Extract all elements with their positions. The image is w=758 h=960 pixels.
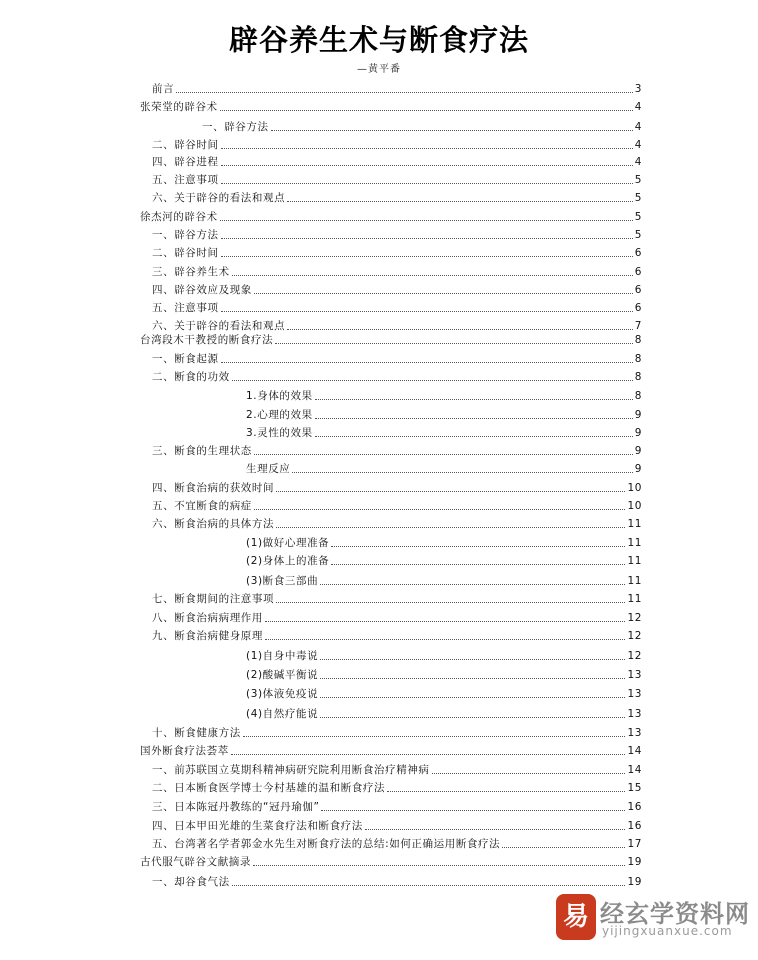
toc-entry-label: 一、断食起源 xyxy=(152,353,219,365)
toc-leader-dots xyxy=(320,677,625,679)
toc-entry[interactable] xyxy=(0,187,758,205)
toc-leader-dots xyxy=(253,864,625,866)
toc-leader-dots xyxy=(502,846,625,848)
toc-entry-page: 13 xyxy=(627,688,642,700)
toc-entry[interactable] xyxy=(0,440,758,458)
toc-leader-dots xyxy=(276,601,625,603)
toc-entry-page: 12 xyxy=(627,630,642,642)
toc-leader-dots xyxy=(315,417,633,419)
toc-entry-label: 十、断食健康方法 xyxy=(152,727,241,739)
toc-entry-label: 国外断食疗法荟萃 xyxy=(140,745,229,757)
toc-entry-page: 9 xyxy=(634,445,642,457)
toc-entry[interactable] xyxy=(0,134,758,152)
toc-entry-label: 三、断食的生理状态 xyxy=(152,445,252,457)
toc-entry-page: 16 xyxy=(627,801,642,813)
toc-entry-page: 13 xyxy=(627,708,642,720)
toc-leader-dots xyxy=(320,583,625,585)
toc-entry[interactable] xyxy=(0,96,758,114)
toc-entry-label: 一、辟谷方法 xyxy=(202,121,269,133)
toc-entry-page: 11 xyxy=(627,555,642,567)
toc-entry[interactable] xyxy=(0,366,758,384)
toc-entry-page: 10 xyxy=(627,482,642,494)
toc-leader-dots xyxy=(265,620,625,622)
toc-leader-dots xyxy=(321,809,625,811)
toc-entry-page: 13 xyxy=(627,727,642,739)
toc-entry-label: 六、断食治病的具体方法 xyxy=(152,518,275,530)
toc-entry[interactable] xyxy=(0,550,758,568)
toc-entry-label: 四、断食治病的获效时间 xyxy=(152,482,275,494)
toc-entry-label: 生理反应 xyxy=(246,463,291,475)
toc-entry[interactable] xyxy=(0,703,758,721)
toc-entry-label: 二、辟谷时间 xyxy=(152,139,219,151)
toc-entry-page: 5 xyxy=(634,192,642,204)
toc-entry[interactable] xyxy=(0,297,758,315)
toc-entry-label: 古代服气辟谷文献摘录 xyxy=(140,856,251,868)
toc-entry-page: 16 xyxy=(627,820,642,832)
toc-entry[interactable] xyxy=(0,625,758,643)
toc-leader-dots xyxy=(387,790,625,792)
toc-entry[interactable] xyxy=(0,348,758,366)
toc-entry-page: 3 xyxy=(634,83,642,95)
toc-leader-dots xyxy=(221,147,633,149)
toc-entry[interactable] xyxy=(0,495,758,513)
toc-entry-page: 6 xyxy=(634,266,642,278)
toc-entry[interactable] xyxy=(0,664,758,682)
toc-leader-dots xyxy=(271,129,633,131)
toc-entry-label: 一、却谷食气法 xyxy=(152,876,230,888)
toc-entry-page: 8 xyxy=(634,390,642,402)
toc-entry-page: 8 xyxy=(634,334,642,346)
toc-leader-dots xyxy=(243,735,626,737)
toc-entry[interactable] xyxy=(0,116,758,134)
toc-entry[interactable] xyxy=(0,261,758,279)
toc-leader-dots xyxy=(331,563,625,565)
toc-entry[interactable] xyxy=(0,607,758,625)
toc-leader-dots xyxy=(221,255,633,257)
toc-entry[interactable] xyxy=(0,169,758,187)
toc-leader-dots xyxy=(232,379,633,381)
toc-entry-page: 10 xyxy=(627,500,642,512)
toc-entry-page: 8 xyxy=(634,353,642,365)
toc-leader-dots xyxy=(220,109,633,111)
toc-entry[interactable] xyxy=(0,206,758,224)
toc-entry-label: 张荣堂的辟谷术 xyxy=(140,101,218,113)
toc-entry[interactable] xyxy=(0,513,758,531)
toc-entry-page: 4 xyxy=(634,101,642,113)
toc-entry-page: 12 xyxy=(627,612,642,624)
toc-entry-page: 9 xyxy=(634,427,642,439)
toc-entry-label: (3)体液免疫说 xyxy=(246,688,319,700)
toc-entry-label: 五、台湾著名学者郭金水先生对断食疗法的总结:如何正确运用断食疗法 xyxy=(152,838,501,850)
toc-entry-page: 19 xyxy=(627,856,642,868)
toc-entry-label: 一、辟谷方法 xyxy=(152,229,219,241)
toc-leader-dots xyxy=(265,638,625,640)
watermark-name: 经玄学资料网 xyxy=(600,900,750,928)
toc-entry-page: 11 xyxy=(627,575,642,587)
toc-leader-dots xyxy=(220,219,633,221)
toc-leader-dots xyxy=(221,182,633,184)
toc-entry[interactable] xyxy=(0,224,758,242)
toc-entry-label: (1)自身中毒说 xyxy=(246,650,319,662)
toc-entry[interactable] xyxy=(0,777,758,795)
toc-entry[interactable] xyxy=(0,570,758,588)
toc-entry-label: 徐杰河的辟谷术 xyxy=(140,211,218,223)
toc-entry-label: 五、不宜断食的病症 xyxy=(152,500,252,512)
toc-leader-dots xyxy=(232,274,633,276)
toc-entry-page: 4 xyxy=(634,139,642,151)
toc-entry[interactable] xyxy=(0,683,758,701)
toc-entry-label: 四、日本甲田光雄的生菜食疗法和断食疗法 xyxy=(152,820,363,832)
document-author: —黄平番 xyxy=(357,64,401,75)
toc-entry[interactable] xyxy=(0,404,758,422)
toc-entry-label: 八、断食治病病理作用 xyxy=(152,612,263,624)
toc-leader-dots xyxy=(254,292,633,294)
toc-entry[interactable] xyxy=(0,740,758,758)
toc-entry[interactable] xyxy=(0,833,758,851)
toc-entry[interactable] xyxy=(0,242,758,260)
toc-leader-dots xyxy=(254,453,633,455)
toc-leader-dots xyxy=(315,398,633,400)
toc-entry-label: 九、断食治病健身原理 xyxy=(152,630,263,642)
toc-entry-label: 五、注意事项 xyxy=(152,302,219,314)
toc-entry[interactable] xyxy=(0,871,758,889)
toc-leader-dots xyxy=(276,526,625,528)
document-title: 辟谷养生术与断食疗法 xyxy=(228,23,529,57)
toc-entry[interactable] xyxy=(0,796,758,814)
toc-leader-dots xyxy=(432,772,626,774)
toc-entry-page: 4 xyxy=(634,156,642,168)
toc-leader-dots xyxy=(320,696,625,698)
toc-entry-page: 5 xyxy=(634,211,642,223)
toc-entry[interactable] xyxy=(0,532,758,550)
toc-entry[interactable] xyxy=(0,279,758,297)
toc-entry-page: 8 xyxy=(634,371,642,383)
toc-entry-page: 11 xyxy=(627,537,642,549)
toc-leader-dots xyxy=(221,310,633,312)
toc-entry-label: 一、前苏联国立莫期科精神病研究院利用断食治疗精神病 xyxy=(152,764,430,776)
toc-entry-page: 9 xyxy=(634,409,642,421)
toc-entry[interactable] xyxy=(0,78,758,96)
seal-icon: 易 xyxy=(556,894,596,940)
toc-entry-page: 11 xyxy=(627,593,642,605)
toc-entry-label: 3.灵性的效果 xyxy=(246,427,313,439)
toc-leader-dots xyxy=(320,658,625,660)
toc-leader-dots xyxy=(254,508,626,510)
toc-entry-label: 1.身体的效果 xyxy=(246,390,313,402)
toc-leader-dots xyxy=(331,545,625,547)
toc-entry-page: 17 xyxy=(627,838,642,850)
toc-entry[interactable] xyxy=(0,458,758,476)
toc-entry[interactable] xyxy=(0,422,758,440)
toc-entry-label: 六、关于辟谷的看法和观点 xyxy=(152,320,286,332)
toc-entry[interactable] xyxy=(0,815,758,833)
toc-entry[interactable] xyxy=(0,477,758,495)
toc-entry-label: (3)断食三部曲 xyxy=(246,575,319,587)
toc-leader-dots xyxy=(221,361,633,363)
toc-entry-label: (2)身体上的准备 xyxy=(246,555,330,567)
toc-leader-dots xyxy=(232,884,626,886)
watermark-url: yijingxuanxue.com xyxy=(602,924,733,938)
watermark-logo xyxy=(556,888,756,948)
toc-entry-label: 六、关于辟谷的看法和观点 xyxy=(152,192,286,204)
toc-entry-label: 三、辟谷养生术 xyxy=(152,266,230,278)
toc-entry[interactable] xyxy=(0,588,758,606)
toc-leader-dots xyxy=(365,828,626,830)
toc-entry-page: 9 xyxy=(634,463,642,475)
toc-entry[interactable] xyxy=(0,645,758,663)
toc-leader-dots xyxy=(176,91,633,93)
toc-entry-label: 七、断食期间的注意事项 xyxy=(152,593,275,605)
toc-entry-label: (1)做好心理准备 xyxy=(246,537,330,549)
toc-leader-dots xyxy=(292,471,632,473)
toc-entry[interactable] xyxy=(0,329,758,347)
toc-leader-dots xyxy=(275,342,633,344)
toc-leader-dots xyxy=(221,237,633,239)
toc-entry-page: 14 xyxy=(627,745,642,757)
toc-entry-page: 12 xyxy=(627,650,642,662)
toc-entry-page: 6 xyxy=(634,284,642,296)
toc-entry-label: 四、辟谷进程 xyxy=(152,156,219,168)
toc-entry-label: 台湾段木干教授的断食疗法 xyxy=(140,334,274,346)
toc-entry[interactable] xyxy=(0,851,758,869)
toc-entry-label: (4)自然疗能说 xyxy=(246,708,319,720)
toc-leader-dots xyxy=(315,435,633,437)
toc-entry-label: 三、日本陈冠丹教练的“冠丹瑜伽” xyxy=(152,801,320,813)
toc-leader-dots xyxy=(287,200,633,202)
toc-entry-page: 13 xyxy=(627,669,642,681)
toc-entry-page: 5 xyxy=(634,174,642,186)
toc-entry-page: 14 xyxy=(627,764,642,776)
toc-entry-page: 6 xyxy=(634,247,642,259)
toc-entry-page: 5 xyxy=(634,229,642,241)
toc-entry-label: (2)酸碱平衡说 xyxy=(246,669,319,681)
toc-entry-page: 7 xyxy=(634,320,642,332)
toc-entry-label: 二、日本断食医学博士今村基雄的温和断食疗法 xyxy=(152,782,386,794)
toc-entry-label: 四、辟谷效应及现象 xyxy=(152,284,252,296)
toc-leader-dots xyxy=(276,490,625,492)
toc-entry[interactable] xyxy=(0,759,758,777)
toc-entry-page: 15 xyxy=(627,782,642,794)
toc-entry[interactable] xyxy=(0,151,758,169)
toc-entry-label: 二、辟谷时间 xyxy=(152,247,219,259)
toc-leader-dots xyxy=(320,716,625,718)
toc-entry-label: 前言 xyxy=(152,83,175,95)
toc-entry-page: 19 xyxy=(627,876,642,888)
toc-entry[interactable] xyxy=(0,722,758,740)
toc-leader-dots xyxy=(221,164,633,166)
toc-entry-label: 二、断食的功效 xyxy=(152,371,230,383)
toc-entry-page: 6 xyxy=(634,302,642,314)
toc-entry-label: 五、注意事项 xyxy=(152,174,219,186)
toc-entry-page: 4 xyxy=(634,121,642,133)
toc-entry[interactable] xyxy=(0,385,758,403)
toc-leader-dots xyxy=(231,753,626,755)
toc-entry-label: 2.心理的效果 xyxy=(246,409,313,421)
toc-entry-page: 11 xyxy=(627,518,642,530)
